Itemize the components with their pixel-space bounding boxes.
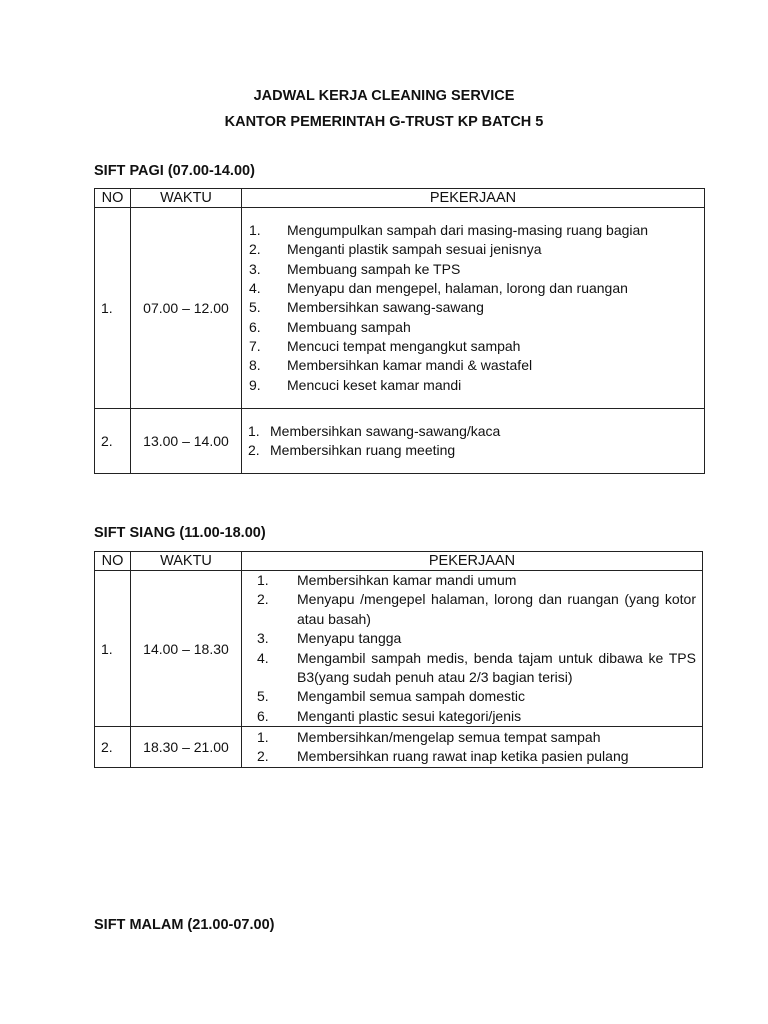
- task-list: [242, 571, 702, 726]
- row-number: 2.: [95, 409, 131, 474]
- row-number: 1.: [95, 571, 131, 727]
- task-text: Membuang sampah ke TPS: [287, 260, 461, 277]
- document-title: JADWAL KERJA CLEANING SERVICE: [253, 88, 515, 104]
- table-row: [95, 727, 703, 768]
- task-number: 1.: [249, 222, 261, 239]
- task-text: Membersihkan sawang-sawang/kaca: [270, 422, 501, 439]
- schedule-table-sift-siang: [94, 551, 703, 768]
- task-item: [242, 318, 704, 337]
- document-subtitle: KANTOR PEMERINTAH G-TRUST KP BATCH 5: [224, 114, 544, 130]
- task-number: 5.: [257, 688, 269, 705]
- task-number: 2.: [249, 241, 261, 258]
- task-number: 9.: [249, 376, 261, 393]
- table-header-row: [95, 189, 705, 208]
- column-header-pekerjaan: PEKERJAAN: [242, 552, 703, 571]
- section-title-sift-pagi: SIFT PAGI (07.00-14.00): [94, 163, 255, 179]
- section-title-sift-siang: SIFT SIANG (11.00-18.00): [94, 525, 266, 541]
- section-title-sift-malam: SIFT MALAM (21.00-07.00): [94, 917, 275, 933]
- task-item: [242, 441, 704, 460]
- task-text: Mengambil sampah medis, benda tajam untuk dibawa ke TPS B3(yang sudah penuh atau 2/3 bagian terisi): [297, 649, 696, 686]
- task-text: Mencuci tempat mengangkut sampah: [287, 337, 521, 354]
- task-item: [242, 571, 702, 590]
- task-text: Mengumpulkan sampah dari masing-masing ruang bagian: [287, 222, 649, 239]
- task-text: Menganti plastik sampah sesuai jenisnya: [287, 241, 542, 258]
- table-row: [95, 571, 703, 727]
- task-text: Menyapu /mengepel halaman, lorong dan ruangan (yang kotor atau basah): [297, 591, 696, 627]
- task-item: [242, 298, 704, 317]
- table-header-row: [95, 552, 703, 571]
- row-number: 2.: [95, 727, 131, 768]
- row-time: 14.00 – 18.30: [131, 571, 242, 727]
- task-list: [242, 221, 704, 395]
- task-number: 4.: [249, 280, 261, 297]
- task-number: 7.: [249, 337, 261, 354]
- task-item: [242, 687, 702, 706]
- task-number: 8.: [249, 357, 261, 374]
- row-time: 07.00 – 12.00: [131, 208, 242, 409]
- task-number: 1.: [257, 572, 269, 588]
- task-item: [242, 279, 704, 298]
- row-number: 1.: [95, 208, 131, 409]
- task-number: 5.: [249, 299, 261, 316]
- task-item: [242, 221, 704, 240]
- column-header-no: NO: [95, 552, 131, 571]
- task-text: Menganti plastic sesui kategori/jenis: [297, 707, 522, 724]
- task-text: Membersihkan ruang meeting: [270, 442, 456, 458]
- column-header-no: NO: [95, 189, 131, 208]
- task-item: [242, 747, 702, 766]
- task-list: [242, 728, 702, 767]
- task-number: 2.: [257, 748, 269, 765]
- task-text: Mencuci keset kamar mandi: [287, 376, 462, 393]
- column-header-pekerjaan: PEKERJAAN: [242, 189, 705, 208]
- task-number: 6.: [249, 318, 261, 335]
- task-number: 3.: [249, 260, 261, 277]
- task-item: [242, 649, 702, 688]
- task-number: 4.: [257, 649, 269, 666]
- task-list-cell: [242, 571, 703, 727]
- task-item: [242, 337, 704, 356]
- task-text: Membersihkan kamar mandi & wastafel: [287, 357, 533, 374]
- table-row: [95, 208, 705, 409]
- task-text: Membersihkan/mengelap semua tempat sampah: [297, 728, 601, 745]
- column-header-waktu: WAKTU: [131, 552, 242, 571]
- task-item: [242, 707, 702, 726]
- task-item: [242, 356, 704, 375]
- task-list-cell: [242, 727, 703, 768]
- column-header-waktu: WAKTU: [131, 189, 242, 208]
- row-time: 18.30 – 21.00: [131, 727, 242, 768]
- task-text: Membersihkan sawang-sawang: [287, 299, 484, 316]
- task-text: Membersihkan kamar mandi umum: [297, 572, 517, 588]
- task-item: [242, 240, 704, 259]
- task-list-cell: [242, 208, 705, 409]
- row-time: 13.00 – 14.00: [131, 409, 242, 474]
- task-text: Mengambil semua sampah domestic: [297, 688, 525, 705]
- task-number: 6.: [257, 707, 269, 724]
- task-number: 1.: [257, 728, 269, 745]
- task-number: 2.: [248, 442, 260, 458]
- task-text: Menyapu dan mengepel, halaman, lorong dan ruangan: [287, 280, 628, 297]
- task-item: [242, 260, 704, 279]
- schedule-table-sift-pagi: [94, 188, 705, 474]
- task-item: [242, 590, 702, 629]
- task-text: Membersihkan ruang rawat inap ketika pasien pulang: [297, 748, 629, 765]
- task-number: 2.: [257, 591, 269, 608]
- table-row: [95, 409, 705, 474]
- task-number: 1.: [248, 422, 260, 439]
- task-item: [242, 629, 702, 648]
- task-text: Membuang sampah: [287, 318, 411, 335]
- task-list-cell: [242, 409, 705, 474]
- task-list: [242, 422, 704, 461]
- task-number: 3.: [257, 630, 269, 647]
- task-item: [242, 728, 702, 747]
- task-item: [242, 376, 704, 395]
- task-item: [242, 422, 704, 441]
- task-text: Menyapu tangga: [297, 630, 402, 647]
